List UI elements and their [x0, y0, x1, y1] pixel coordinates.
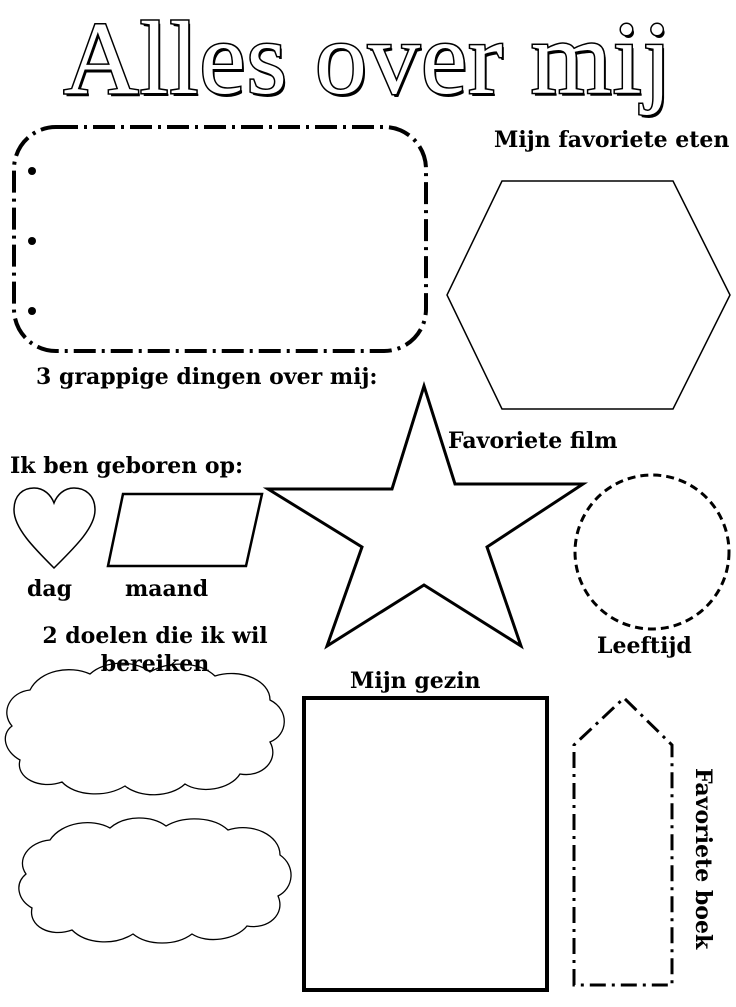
age-label: Leeftijd: [597, 633, 692, 659]
bullet-1: [28, 167, 36, 175]
age-circle[interactable]: [575, 475, 729, 629]
day-heart[interactable]: [14, 488, 95, 568]
favorite-food-hexagon[interactable]: [447, 181, 730, 409]
favorite-book-label: Favoriete boek: [690, 768, 716, 950]
funny-things-box[interactable]: [14, 127, 426, 351]
goals-label: 2 doelen die ik wil bereiken: [42, 623, 268, 677]
day-label: dag: [27, 576, 73, 602]
month-parallelogram[interactable]: [108, 494, 262, 566]
favorite-movie-label: Favoriete film: [448, 428, 618, 454]
favorite-movie-star[interactable]: [268, 386, 583, 646]
bullet-3: [28, 307, 36, 315]
family-box[interactable]: [304, 698, 547, 990]
goal-cloud-2[interactable]: [19, 818, 291, 943]
month-label: maand: [125, 576, 209, 602]
favorite-food-label: Mijn favoriete eten: [494, 127, 730, 153]
page-title: Alles over mij: [63, 1, 673, 116]
born-on-label: Ik ben geboren op:: [10, 453, 244, 479]
favorite-book-bookmark[interactable]: [574, 698, 672, 985]
goal-cloud-1[interactable]: [5, 663, 284, 795]
funny-things-label: 3 grappige dingen over mij:: [36, 364, 378, 390]
family-label: Mijn gezin: [350, 668, 481, 694]
bullet-2: [28, 237, 36, 245]
